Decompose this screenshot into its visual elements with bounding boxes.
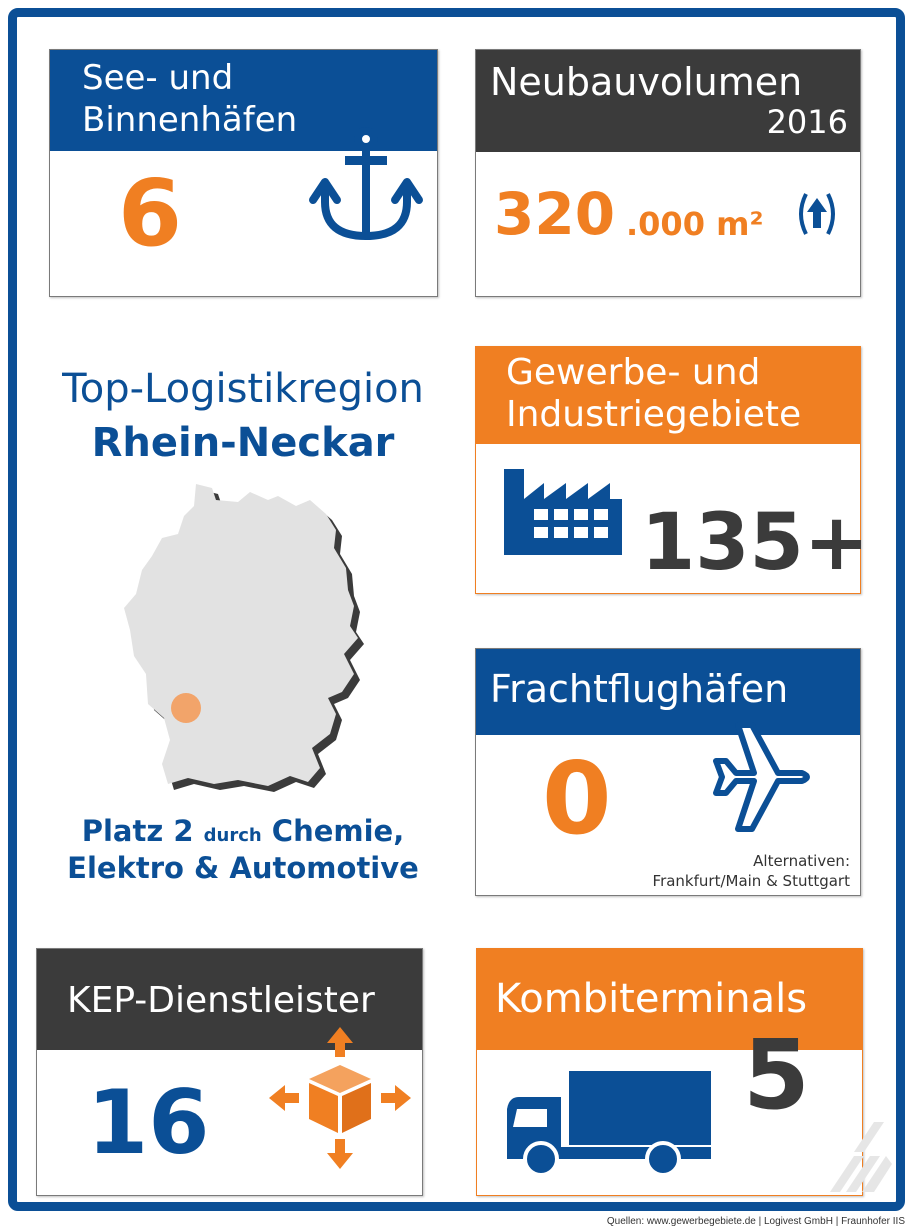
card-title-line2: Industriegebiete — [506, 394, 802, 435]
fracht-alt-line1: Alternativen: — [753, 852, 850, 870]
card-gewerbe — [475, 346, 870, 594]
card-kombi — [476, 948, 863, 1196]
rank-durch: durch — [203, 825, 262, 846]
gewerbe-value: 135+ — [641, 498, 870, 588]
seehaefen-value: 6 — [118, 160, 183, 267]
region-title: Top-Logistikregion — [62, 366, 424, 412]
germany-map — [118, 478, 368, 798]
anchor-icon — [305, 124, 427, 246]
card-year: 2016 — [766, 103, 848, 141]
package-icon — [267, 1025, 413, 1171]
region-name: Rhein-Neckar — [91, 420, 395, 466]
region-rank-line2: Elektro & Automotive — [67, 851, 419, 885]
card-title-line1: Gewerbe- und — [506, 352, 761, 393]
fracht-alt-line2: Frankfurt/Main & Stuttgart — [652, 872, 850, 890]
card-fracht — [475, 648, 861, 896]
card-title-line1: See- und — [82, 58, 234, 98]
neubau-value-big: 320 — [494, 180, 616, 248]
region-rank-line1 — [40, 814, 446, 848]
card-title-line2: Binnenhäfen — [82, 100, 298, 140]
logo-watermark — [826, 1116, 896, 1196]
airplane-icon — [698, 721, 814, 833]
rank-place: Platz 2 — [81, 814, 194, 848]
rhein-neckar-marker — [171, 693, 201, 723]
truck-icon — [503, 1067, 713, 1179]
card-seehaefen — [49, 49, 438, 297]
card-title: Frachtflughäfen — [490, 667, 789, 711]
kombi-value: 5 — [743, 1019, 810, 1131]
card-header — [476, 50, 860, 152]
card-neubau — [475, 49, 861, 297]
factory-icon — [504, 469, 622, 555]
neubau-value-small: .000 m² — [626, 205, 764, 243]
sources-footer: Quellen: www.gewerbegebiete.de | Logivest GmbH | Fraunhofer IIS — [606, 1216, 905, 1227]
card-title: Neubauvolumen — [490, 60, 803, 104]
card-title: Kombiterminals — [495, 976, 808, 1022]
card-header — [476, 347, 860, 444]
arrow-up-icon — [792, 190, 842, 238]
kep-value: 16 — [87, 1071, 210, 1174]
card-kep — [36, 948, 423, 1196]
card-title: KEP-Dienstleister — [67, 980, 375, 1021]
rank-chemie: Chemie, — [271, 814, 405, 848]
fracht-value: 0 — [542, 740, 612, 857]
